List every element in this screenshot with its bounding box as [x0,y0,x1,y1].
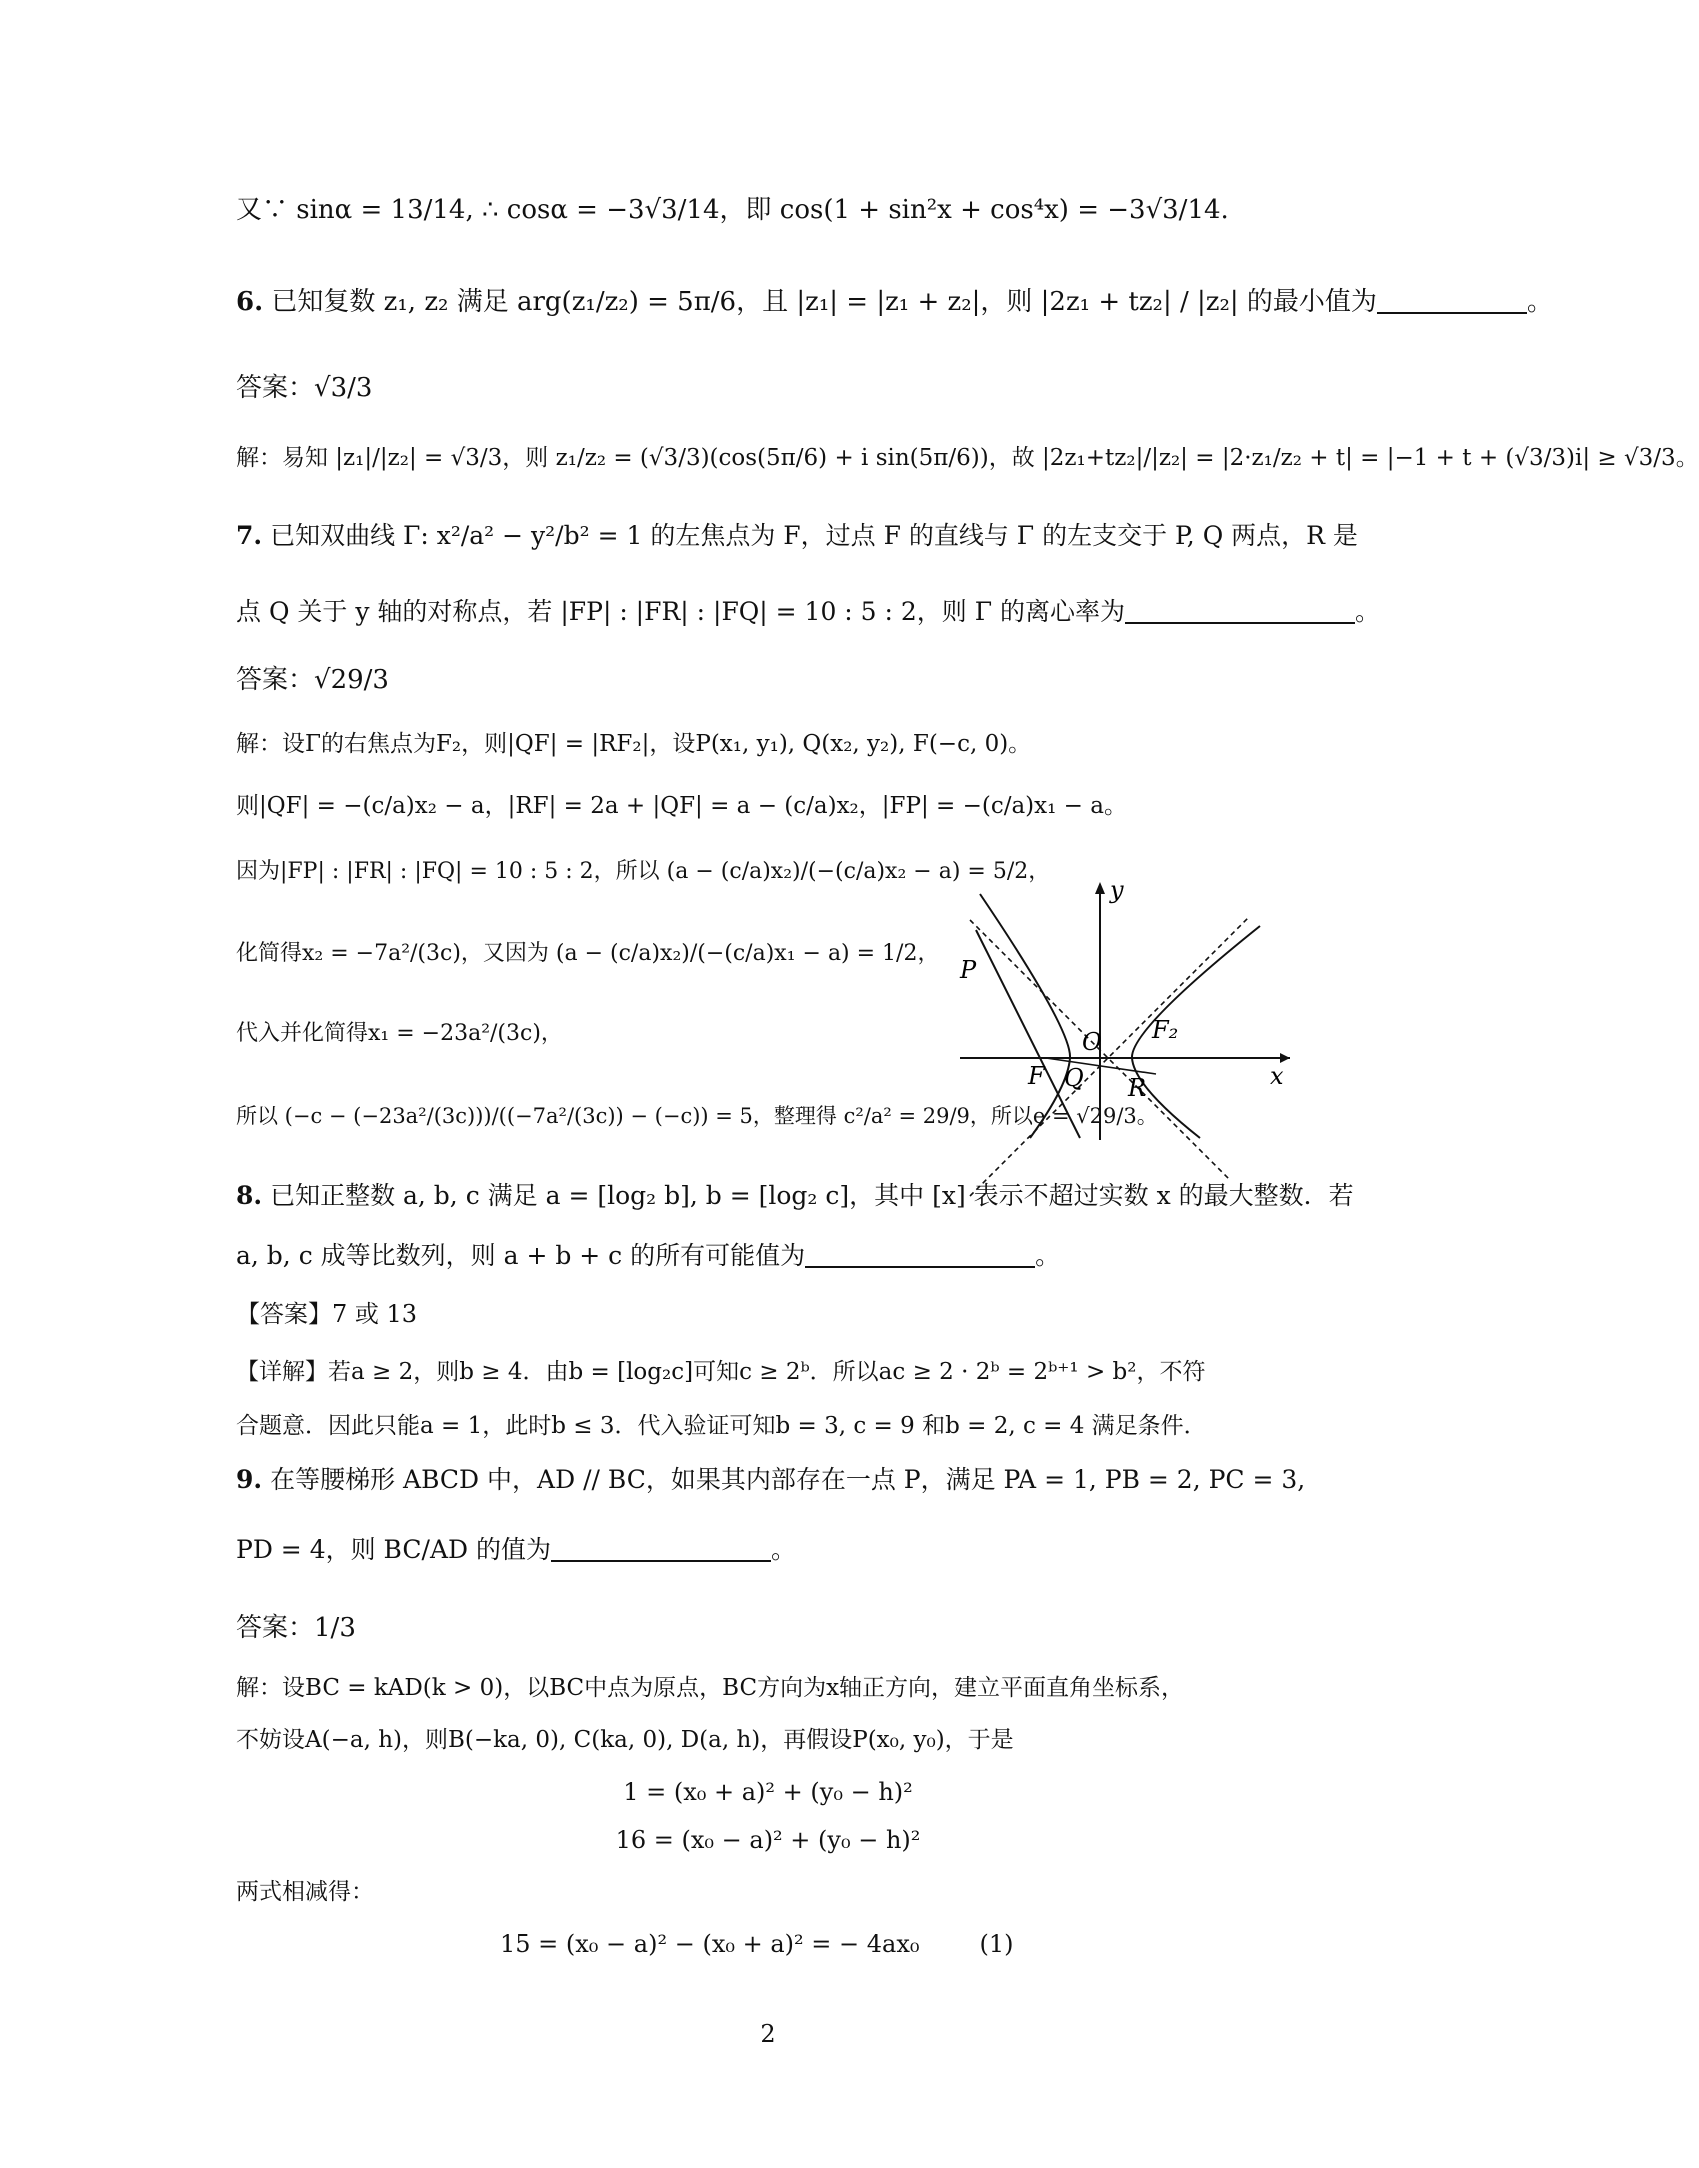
label-x: x [1270,1062,1284,1090]
q9-question-line1: 9. 在等腰梯形 ABCD 中，AD // BC，如果其内部存在一点 P，满足 PA = 1, PB = 2, PC = 3, [236,1465,1306,1494]
label-F2: F₂ [1152,1016,1179,1044]
q9-solution-line: 解：设BC = kAD(k > 0)，以BC中点为原点，BC方向为x轴正方向，建立平面直角坐标系， [236,1675,1185,1701]
q8-detail-line: 合题意．因此只能a = 1，此时b ≤ 3．代入验证可知b = 3, c = 9 和b = 2, c = 4 满足条件． [236,1413,1207,1439]
q7-question-line2: 点 Q 关于 y 轴的对称点，若 |FP| : |FR| : |FQ| = 10 : 5 : 2，则 Γ 的离心率为 。 [236,592,1306,632]
q7-answer: 答案：√29/3 [236,665,389,695]
label-P: P [960,956,977,984]
label-O: O [1082,1028,1102,1056]
q6-answer-value: √3/3 [314,373,373,403]
q8-number: 8. [236,1181,263,1210]
q9-subtract-text: 两式相减得： [236,1879,374,1905]
q7-number: 7. [236,521,263,550]
asymptote-line [970,916,1250,1196]
q9-answer-blank [551,1532,771,1562]
q7-solution-line: 则|QF| = −(c/a)x₂ − a，|RF| = 2a + |QF| = a − (c/a)x₂，|FP| = −(c/a)x₁ − a。 [236,793,1127,819]
page-number: 2 [760,2020,776,2048]
q7-solution-line: 解：设Γ的右焦点为F₂，则|QF| = |RF₂|，设P(x₁, y₁), Q(x₂, y₂), F(−c, 0)。 [236,731,1032,757]
q8-detail-line: 【详解】若a ≥ 2，则b ≥ 4．由b = [log₂c]可知c ≥ 2ᵇ．所以ac ≥ 2 · 2ᵇ = 2ᵇ⁺¹ > b²，不符 [236,1359,1206,1385]
hyperbola-figure [960,876,1300,1140]
q9-solution-line: 不妨设A(−a, h)，则B(−ka, 0), C(ka, 0), D(a, h)，再假设P(x₀, y₀)，于是 [236,1727,1014,1753]
q9-equation-1: 1 = (x₀ + a)² + (y₀ − h)² [623,1778,913,1806]
q7-question-line1: 7. 已知双曲线 Γ: x²/a² − y²/b² = 1 的左焦点为 F，过点 F 的直线与 Γ 的左支交于 P, Q 两点，R 是 [236,521,1358,550]
q9-number: 9. [236,1465,263,1494]
q6-answer: 答案：√3/3 [236,373,373,403]
q9-equation-3: 15 = (x₀ − a)² − (x₀ + a)² = − 4ax₀ (1) [500,1930,1014,1958]
q9-question-line2: PD = 4，则 BC/AD 的值为 。 [236,1530,1306,1570]
q9-equation-2: 16 = (x₀ − a)² + (y₀ − h)² [615,1826,921,1854]
label-y: y [1110,876,1124,904]
q8-answer: 【答案】7 或 13 [236,1300,418,1328]
q8-answer-blank [805,1238,1035,1268]
q7-solution-line: 代入并化简得x₁ = −23a²/(3c)， [236,1021,563,1046]
q9-answer-value: 1/3 [314,1613,356,1643]
q7-solution-line: 因为|FP| : |FR| : |FQ| = 10 : 5 : 2，所以 (a − (c/a)x₂)/(−(c/a)x₂ − a) = 5/2， [236,859,1051,884]
q8-question-line1: 8. 已知正整数 a, b, c 满足 a = [log₂ b], b = [log₂ c]，其中 [x] 表示不超过实数 x 的最大整数．若 [236,1181,1354,1210]
q6-answer-blank [1377,284,1527,314]
label-R: R [1128,1074,1147,1102]
intro-line: 又∵ sinα = 13/14, ∴ cosα = −3√3/14，即 cos(1 + sin²x + cos⁴x) = −3√3/14. [236,195,1229,225]
q8-question-line2: a, b, c 成等比数列，则 a + b + c 的所有可能值为 。 [236,1236,1306,1276]
q6-question: 6. 已知复数 z₁, z₂ 满足 arg(z₁/z₂) = 5π/6，且 |z₁| = |z₁ + z₂|，则 |2z₁ + tz₂| / |z₂| 的最小值为 。 [236,282,1306,322]
y-axis-arrow [1095,882,1105,894]
equation-tag: (1) [979,1930,1014,1958]
q7-solution-line: 化简得x₂ = −7a²/(3c)，又因为 (a − (c/a)x₂)/(−(c/a)x₁ − a) = 1/2， [236,941,940,966]
q7-solution-line: 所以 (−c − (−23a²/(3c)))/((−7a²/(3c)) − (−c)) = 5，整理得 c²/a² = 29/9，所以e = √29/3。 [236,1104,1158,1128]
q6-number: 6. [236,287,264,317]
q7-answer-blank [1125,594,1355,624]
q6-solution: 解：易知 |z₁|/|z₂| = √3/3，则 z₁/z₂ = (√3/3)(cos(5π/6) + i sin(5π/6))，故 |2z₁+tz₂|/|z₂| = |2·z₁/z₂ + t| = |−1 + t + (√3/3)i| ≥ √3/3。 [236,445,1699,471]
q6-text: 已知复数 z₁, z₂ 满足 arg(z₁/z₂) = 5π/6，且 |z₁| = |z₁ + z₂|，则 |2z₁ + tz₂| / |z₂| 的最小值为 [271,287,1377,317]
q9-answer: 答案：1/3 [236,1613,356,1643]
hyperbola-left-branch [980,894,1070,1138]
label-F: F [1028,1062,1045,1090]
q7-answer-value: √29/3 [314,665,389,695]
label-Q: Q [1064,1064,1084,1092]
